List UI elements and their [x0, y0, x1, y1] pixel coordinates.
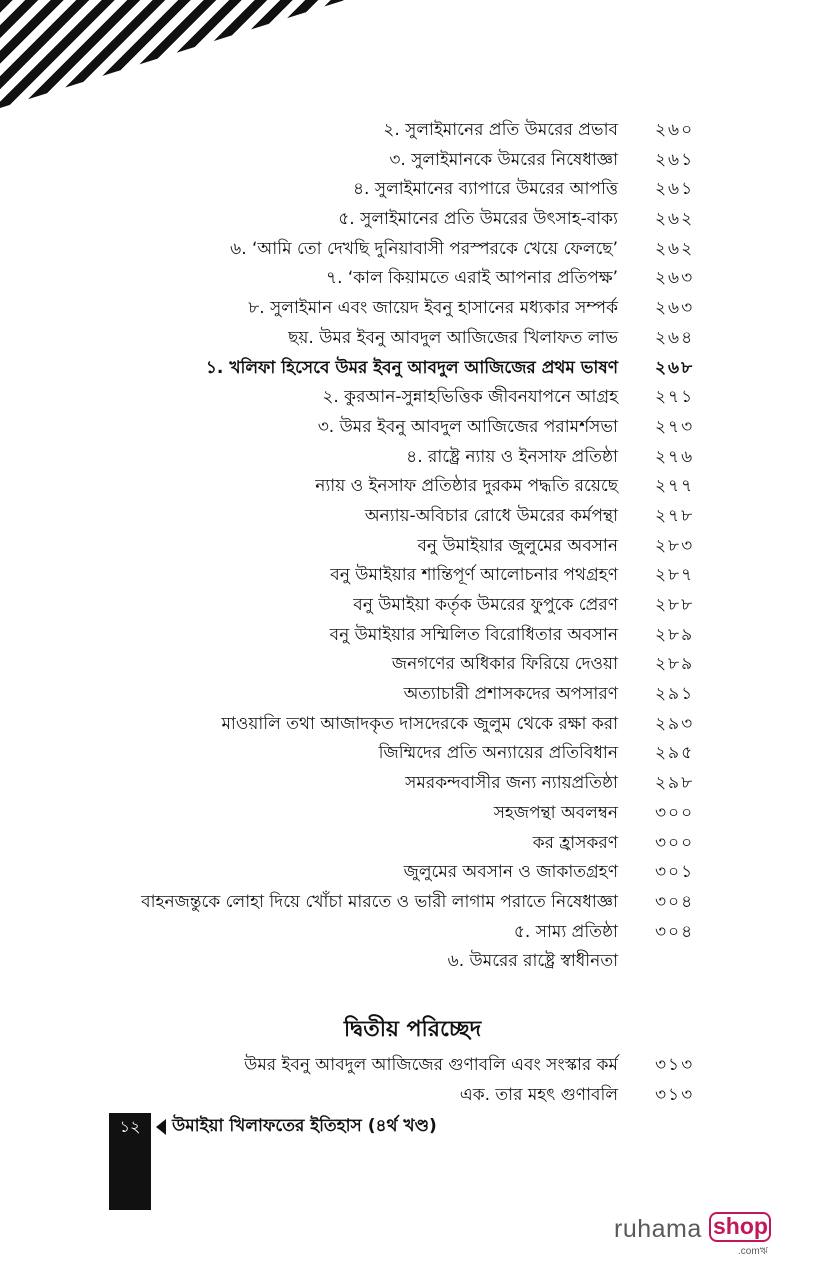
decorative-stripes	[0, 0, 345, 108]
toc-entry-page: ২৮৭	[655, 565, 695, 586]
toc-entry-title: ৫. সাম্য প্রতিষ্ঠা	[513, 921, 618, 942]
toc-entry-title: ৩. উমর ইবনু আবদুল আজিজের পরামর্শসভা	[317, 416, 618, 437]
toc-entry-page: ২৯১	[655, 684, 695, 705]
toc-entry-page: ৩০০	[655, 832, 695, 853]
toc-entry-title: জিম্মিদের প্রতি অন্যায়ের প্রতিবিধান	[378, 743, 618, 764]
toc-entry	[0, 532, 825, 562]
toc-entry-title: বনু উমাইয়ার শান্তিপূর্ণ আলোচনার পথগ্রহণ	[330, 565, 618, 586]
toc-entry	[0, 116, 825, 146]
toc-entry-page: ৩০০	[655, 802, 695, 823]
toc-entry	[0, 829, 825, 859]
toc-entry-title: বনু উমাইয়ার সম্মিলিত বিরোধিতার অবসান	[329, 624, 618, 645]
toc-entry-page: ২৮৯	[655, 654, 695, 675]
toc-entry-title: ৫. সুলাইমানের প্রতি উমরের উৎসাহ-বাক্য	[338, 209, 618, 230]
toc-entry-page: ২৬৩	[655, 298, 695, 319]
logo-text-shop: shop	[713, 1213, 768, 1239]
toc-entry-page: ৩০৪	[655, 921, 695, 942]
section-heading: দ্বিতীয় পরিচ্ছেদ	[343, 1017, 482, 1042]
toc-entry-page: ৩১৩	[655, 1084, 695, 1105]
toc-entry-title: অত্যাচারী প্রশাসকদের অপসারণ	[403, 684, 618, 705]
toc-entry-title: অন্যায়-অবিচার রোধে উমরের কর্মপন্থা	[364, 505, 618, 526]
toc-entry	[0, 710, 825, 740]
toc-entry-page: ২৬১	[655, 149, 695, 170]
toc-entry-title: সমরকন্দবাসীর জন্য ন্যায়প্রতিষ্ঠা	[405, 773, 618, 794]
toc-entry-page: ২৬২	[655, 209, 695, 230]
toc-entry	[0, 235, 825, 265]
toc-entry-title: ১. খলিফা হিসেবে উমর ইবনু আবদুল আজিজের প্রথম ভাষণ	[205, 357, 618, 378]
toc-entry-page: ২৭৩	[655, 416, 695, 437]
toc-entry	[0, 1051, 825, 1081]
toc-entry-title: বনু উমাইয়ার জুলুমের অবসান	[417, 535, 618, 556]
toc-entry-page: ২৬১	[655, 179, 695, 200]
toc-entry-title: ৮. সুলাইমান এবং জায়েদ ইবনু হাসানের মধ্যকার সম্পর্ক	[248, 298, 618, 319]
toc-entry-title: মাওয়ালি তথা আজাদকৃত দাসদেরকে জুলুম থেকে রক্ষা করা	[221, 713, 618, 734]
toc-entry-title: ২. সুলাইমানের প্রতি উমরের প্রভাব	[383, 120, 618, 140]
logo-text-com: .comঋ	[738, 1246, 768, 1257]
toc-entry	[0, 650, 825, 680]
toc-entry	[0, 918, 825, 948]
toc-entry-page: ২৭১	[655, 387, 695, 408]
toc-entry	[0, 947, 825, 977]
running-footer-title: উমাইয়া খিলাফতের ইতিহাস (৪র্থ খণ্ড)	[172, 1116, 437, 1136]
toc-entry-page: ২৮৮	[655, 595, 695, 615]
toc-entry-title: সহজপন্থা অবলম্বন	[493, 802, 618, 823]
toc-entry	[0, 769, 825, 799]
toc-entry	[0, 383, 825, 413]
toc-entry	[0, 205, 825, 235]
toc-entry-page: ২৭৭	[655, 476, 695, 497]
toc-entry-title: ৩. সুলাইমানকে উমরের নিষেধাজ্ঞা	[389, 149, 618, 170]
toc-entry	[0, 502, 825, 532]
toc-entry-title: এক. তার মহৎ গুণাবলি	[459, 1084, 618, 1105]
toc-entry	[0, 621, 825, 651]
toc-entry	[0, 888, 825, 918]
toc-entry-page: ২৯৫	[655, 743, 695, 764]
toc-entry-page: ২৬৩	[655, 268, 695, 289]
toc-entry	[0, 799, 825, 829]
toc-entry-title: বনু উমাইয়া কর্তৃক উমরের ফুপুকে প্রেরণ	[353, 595, 618, 615]
toc-entry-page: ৩১৩	[655, 1055, 695, 1075]
toc-entry	[0, 472, 825, 502]
toc-entry-page: ৩০১	[655, 862, 695, 883]
toc-entry-title: জনগণের অধিকার ফিরিয়ে দেওয়া	[391, 654, 618, 675]
logo-text-ruhama: ruhama	[614, 1215, 702, 1243]
toc-entry	[0, 858, 825, 888]
toc-entry	[0, 175, 825, 205]
toc-entry-page: ২৮৯	[655, 624, 695, 645]
toc-entry	[0, 739, 825, 769]
toc-entry	[0, 1081, 825, 1111]
toc-entry-title: ৬. উমরের রাষ্ট্রে স্বাধীনতা	[447, 951, 618, 972]
toc-entry-title: ৪. রাষ্ট্রে ন্যায় ও ইনসাফ প্রতিষ্ঠা	[406, 446, 618, 467]
toc-entry-page: ২৬০	[655, 120, 695, 140]
toc-entry-page: ২৬২	[655, 238, 695, 259]
table-of-contents-section-2	[0, 1051, 825, 1110]
toc-entry	[0, 354, 825, 384]
toc-entry-page: ২৭৬	[655, 446, 695, 467]
page-number: ১২	[119, 1117, 141, 1136]
triangle-left-icon	[156, 1119, 166, 1135]
toc-entry-title: ৬. ‘আমি তো দেখছি দুনিয়াবাসী পরস্পরকে খেয়ে ফেলছে’	[230, 238, 618, 259]
toc-entry-page: ২৯৮	[655, 773, 695, 794]
toc-entry	[0, 680, 825, 710]
toc-entry-title: ছয়. উমর ইবনু আবদুল আজিজের খিলাফত লাভ	[288, 327, 618, 348]
toc-entry-title: কর হ্রাসকরণ	[532, 832, 618, 853]
toc-entry	[0, 443, 825, 473]
toc-entry-page: ২৬৮	[655, 357, 695, 378]
toc-entry-page: ২৬৪	[655, 327, 695, 348]
toc-entry-title: বাহনজন্তুকে লোহা দিয়ে খোঁচা মারতে ও ভারী লাগাম পরাতে নিষেধাজ্ঞা	[141, 891, 618, 912]
toc-entry	[0, 561, 825, 591]
toc-entry-page: ২৮৩	[655, 535, 695, 556]
toc-entry	[0, 413, 825, 443]
toc-entry-page: ২৯৩	[655, 713, 695, 734]
ruhamashop-logo	[614, 1209, 784, 1259]
toc-entry	[0, 324, 825, 354]
toc-entry	[0, 294, 825, 324]
toc-entry-page: ২৭৮	[655, 505, 695, 526]
toc-entry-title: জুলুমের অবসান ও জাকাতগ্রহণ	[403, 862, 618, 883]
toc-entry	[0, 591, 825, 621]
table-of-contents	[0, 116, 825, 977]
toc-entry-title: ৭. ‘কাল কিয়ামতে এরাই আপনার প্রতিপক্ষ’	[326, 268, 618, 289]
toc-entry	[0, 264, 825, 294]
toc-entry-page: ৩০৪	[655, 891, 695, 912]
toc-entry-title: উমর ইবনু আবদুল আজিজের গুণাবলি এবং সংস্কার কর্ম	[244, 1055, 618, 1075]
toc-entry-title: ৪. সুলাইমানের ব্যাপারে উমরের আপত্তি	[353, 179, 618, 200]
toc-entry	[0, 146, 825, 176]
toc-entry-title: ২. কুরআন-সুন্নাহভিত্তিক জীবনযাপনে আগ্রহ	[322, 387, 618, 408]
toc-entry-title: ন্যায় ও ইনসাফ প্রতিষ্ঠার দুরকম পদ্ধতি রয়েছে	[315, 476, 618, 497]
